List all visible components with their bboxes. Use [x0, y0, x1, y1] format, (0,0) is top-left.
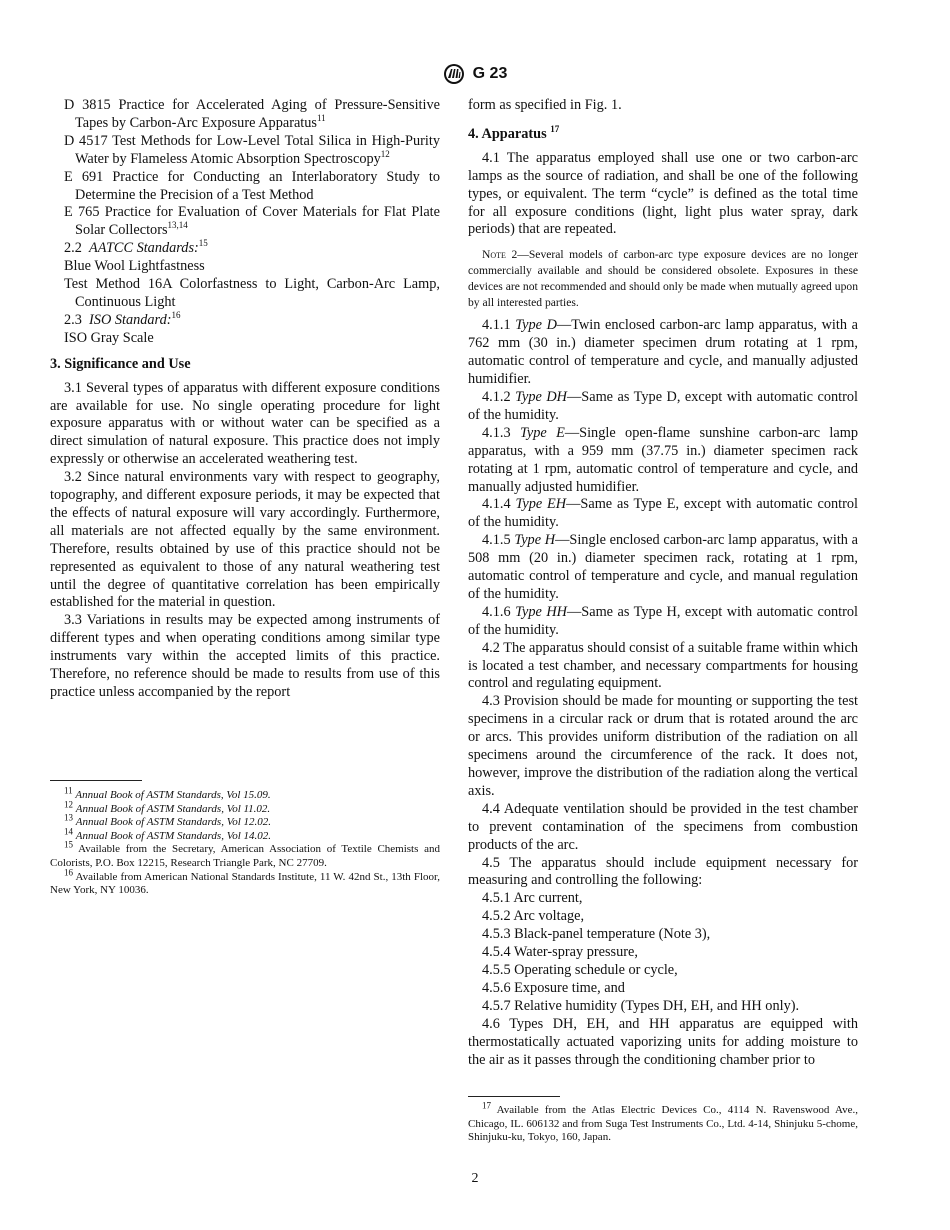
- section-3-heading: 3. Significance and Use: [50, 355, 191, 372]
- list-item: 4.5.3 Black-panel temperature (Note 3),: [482, 926, 711, 943]
- paragraph-4-3: 4.3 Provision should be made for mounting or supporting the test specimens in a circular rack or drum that is rotated around the arc or arcs. This provides uniform distribution of the radiation on all specimens around the circumference of the rack. It does not, however, improve the distribution of the radiation along the vertical axis.: [468, 693, 858, 799]
- paragraph-4-5: 4.5 The apparatus should include equipment necessary for measuring and controlling the following:: [468, 854, 858, 889]
- paragraph-3-3: 3.3 Variations in results may be expected among instruments of different types and when operating conditions among similar type instruments vary within the accepted limits of this practice. Therefore, no reference should be made to results from use of this practice unless accompanied by the report: [50, 612, 440, 700]
- paragraph-3-2: 3.2 Since natural environments vary with respect to geography, topography, and different exposure periods, it may be expected that the effects of natural exposure will vary accordingly. Furthermore, all materials are not affected equally by the same environment. Therefore, results obtained by use of this practice should not be represented as equivalent to those of any natural weathering test until the degree of quantitative correlation has been empirically established for the material in question.: [50, 469, 440, 611]
- paragraph-4-6: 4.6 Types DH, EH, and HH apparatus are equipped with thermostatically actuated vaporizing units for adding moisture to the air as it passes through the conditioning chamber prior to: [468, 1015, 858, 1068]
- continuation-text: form as specified in Fig. 1.: [468, 97, 622, 113]
- page-header: [0, 63, 950, 87]
- standard-designation: G 23: [472, 65, 508, 82]
- note-2: Note 2—Several models of carbon-arc type exposure devices are no longer commercially available and should be considered obsolete. Exposures in these devices are not recommended and should only be made when mutually agreed upon by all interested parties.: [468, 248, 858, 310]
- list-item: 4.5.4 Water-spray pressure,: [482, 944, 638, 961]
- reference-item: D 3815 Practice for Accelerated Aging of Pressure-Sensitive Tapes by Carbon-Arc Exposure Apparatus$^{11}$: [64, 97, 440, 131]
- aatcc-item: Test Method 16A Colorfastness to Light, Carbon-Arc Lamp, Continuous Light: [64, 276, 440, 310]
- list-item: 4.5.7 Relative humidity (Types DH, EH, and HH only).: [482, 997, 800, 1014]
- type-item: 4.1.5 Type H—Single enclosed carbon-arc lamp apparatus, with a 508 mm (20 in.) diameter specimen rack, rotating at 1 rpm, automatic control of temperature and cycle, and manual regulation of the humidity.: [468, 532, 858, 602]
- reference-item: D 4517 Test Methods for Low-Level Total Silica in High-Purity Water by Flameless Atomic Absorption Spectroscopy$^{12}$: [64, 132, 440, 167]
- section-4-heading: 4. Apparatus $^{17}$: [468, 124, 560, 142]
- astm-logo-icon: [443, 63, 465, 85]
- right-column: [468, 97, 858, 1069]
- type-item: 4.1.4 Type EH—Same as Type E, except with automatic control of the humidity.: [468, 496, 858, 531]
- aatcc-item: Blue Wool Lightfastness: [64, 258, 205, 275]
- footnote: $^{17}$ Available from the Atlas Electric Devices Co., 4114 N. Ravenswood Ave., Chicago, IL. 606132 and from Suga Test Instruments Co., Ltd. 4-14, Shinjuku 5-chome, Shinjuku-ku, Tokyo, 160, Japan.: [468, 1100, 858, 1144]
- right-footnote: [468, 1100, 858, 1145]
- left-column: [50, 97, 440, 702]
- list-item: 4.5.5 Operating schedule or cycle,: [482, 961, 678, 978]
- paragraph-4-1: 4.1 The apparatus employed shall use one or two carbon-arc lamps as the source of radiation, and shall be one of the following types, or equivalent. The term “cycle” is defined as the total time for all exposure conditions (light, light plus water spray, dark periods) that are repeated.: [468, 149, 858, 238]
- list-item: 4.5.2 Arc voltage,: [482, 908, 585, 925]
- footnote: $^{11}$ Annual Book of ASTM Standards, Vol 15.09.: [64, 785, 271, 801]
- paragraph-4-4: 4.4 Adequate ventilation should be provided in the test chamber to prevent contamination of the specimens from combustion products of the arc.: [468, 800, 858, 853]
- footnote: $^{15}$ Available from the Secretary, American Association of Textile Chemists and Colorists, P.O. Box 12215, Research Triangle Park, NC 27709.: [50, 839, 440, 869]
- type-item: 4.1.2 Type DH—Same as Type D, except with automatic control of the humidity.: [468, 388, 858, 423]
- list-item: 4.5.6 Exposure time, and: [482, 979, 625, 996]
- footnote: $^{14}$ Annual Book of ASTM Standards, Vol 14.02.: [64, 826, 271, 842]
- iso-item: ISO Gray Scale: [64, 329, 154, 346]
- footnote: $^{16}$ Available from American National Standards Institute, 11 W. 42nd St., 13th Floor, New York, NY 10036.: [50, 866, 440, 897]
- type-item: 4.1.1 Type D—Twin enclosed carbon-arc lamp apparatus, with a 762 mm (30 in.) diameter specimen drum rotating at 1 rpm, automatic control of temperature and cycle, and manually adjusted humidifier.: [468, 317, 858, 388]
- page-number: 2: [471, 1171, 479, 1186]
- footnote-divider: [50, 780, 142, 781]
- aatcc-subheading: 2.2 AATCC Standards:$^{15}$: [64, 238, 208, 257]
- reference-item: E 691 Practice for Conducting an Interlaboratory Study to Determine the Precision of a Test Method: [64, 168, 440, 203]
- footnote: $^{12}$ Annual Book of ASTM Standards, Vol 11.02.: [64, 798, 271, 815]
- left-footnotes: [50, 785, 440, 898]
- paragraph-4-2: 4.2 The apparatus should consist of a suitable frame within which is located a test chamber, and necessary compartments for housing control and regulating equipment.: [468, 639, 858, 692]
- reference-item: E 765 Practice for Evaluation of Cover Materials for Flat Plate Solar Collectors$^{13,14}$: [64, 204, 440, 239]
- footnote: $^{13}$ Annual Book of ASTM Standards, Vol 12.02.: [64, 812, 271, 829]
- type-item: 4.1.3 Type E—Single open-flame sunshine carbon-arc lamp apparatus, with a 959 mm (37.75 in.) diameter specimen rack rotating at 1 rpm, automatic control of temperature and cycle, and manually adjusted humidifier.: [468, 424, 859, 495]
- list-item: 4.5.1 Arc current,: [482, 890, 583, 907]
- footnote-divider: [468, 1096, 560, 1097]
- paragraph-3-1: 3.1 Several types of apparatus with different exposure conditions are available for use. No single operating procedure for light exposure apparatus with or without water can be specified as a direct simulation of natural exposure. This practice does not imply expressly or otherwise an accelerated weathering test.: [50, 379, 440, 468]
- type-item: 4.1.6 Type HH—Same as Type H, except with automatic control of the humidity.: [468, 603, 858, 638]
- iso-subheading: 2.3 ISO Standard:$^{16}$: [64, 310, 181, 328]
